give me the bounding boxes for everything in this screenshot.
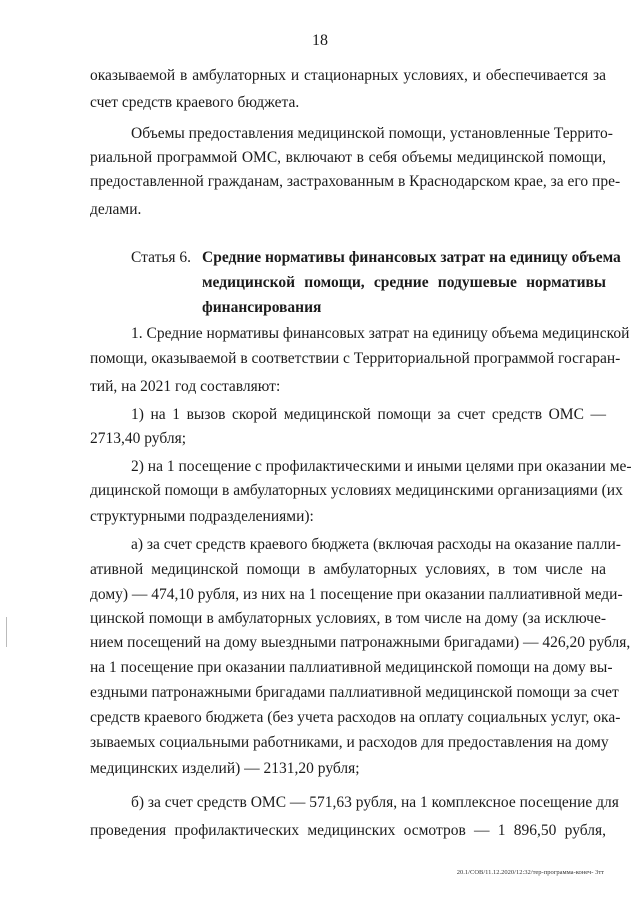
text-line: ездными патронажными бригадами паллиативной медицинской помощи за счет: [90, 684, 619, 701]
text-line: 1) на 1 вызов скорой медицинской помощи за счет средств ОМС —: [131, 406, 606, 423]
text-line: тий, на 2021 год составляют:: [90, 378, 281, 395]
text-line: дому) — 474,10 рубля, из них на 1 посещение при оказании паллиативной меди-: [90, 586, 623, 603]
text-line: 2713,40 рубля;: [90, 430, 187, 447]
text-line: делами.: [90, 201, 142, 218]
text-line: риальной программой ОМС, включают в себя объемы медицинской помощи,: [90, 149, 606, 166]
article-title-line: медицинской помощи, средние подушевые нормативы: [202, 274, 606, 291]
footer-stamp: 20.1/СОВ/11.12.2020/12:32/тер-программа-конеч- 3тт: [456, 869, 604, 876]
text-line: помощи, оказываемой в соответствии с Территориальной программой госгаран-: [90, 350, 621, 367]
text-line: дицинской помощи в амбулаторных условиях медицинскими организациями (их: [90, 482, 623, 499]
text-line: 1. Средние нормативы финансовых затрат на единицу объема медицинской: [131, 325, 630, 342]
text-line: зываемых социальными работниками, и расходов для предоставления на дому: [90, 734, 609, 751]
text-line: проведения профилактических медицинских осмотров — 1 896,50 рубля,: [90, 822, 606, 839]
text-line: 2) на 1 посещение с профилактическими и иными целями при оказании ме-: [131, 458, 632, 475]
text-line: средств краевого бюджета (без учета расходов на оплату социальных услуг, ока-: [90, 709, 621, 726]
text-line: цинской помощи в амбулаторных условиях, в том числе на дому (за исключе-: [90, 610, 606, 627]
article-title-line: Средние нормативы финансовых затрат на единицу объема: [202, 249, 621, 266]
text-line: ативной медицинской помощи в амбулаторных условиях, в том числе на: [90, 561, 606, 578]
text-line: б) за счет средств ОМС — 571,63 рубля, на 1 комплексное посещение для: [131, 794, 619, 811]
text-line: предоставленной гражданам, застрахованным в Краснодарском крае, за его пре-: [90, 173, 621, 190]
text-line: оказываемой в амбулаторных и стационарных условиях, и обеспечивается за: [90, 67, 606, 84]
text-line: структурными подразделениями):: [90, 508, 314, 525]
text-line: медицинских изделий) — 2131,20 рубля;: [90, 760, 360, 777]
scan-mark: [6, 617, 7, 647]
article-label: Статья 6.: [131, 249, 192, 266]
text-line: нием посещений на дому выездными патронажными бригадами) — 426,20 рубля,: [90, 634, 631, 651]
text-line: на 1 посещение при оказании паллиативной медицинской помощи на дому вы-: [90, 659, 613, 676]
page-number: 18: [312, 32, 328, 49]
article-title-line: финансирования: [202, 299, 322, 316]
text-line: Объемы предоставления медицинской помощи, установленные Террито-: [131, 125, 613, 142]
text-line: счет средств краевого бюджета.: [90, 94, 300, 111]
text-line: а) за счет средств краевого бюджета (включая расходы на оказание палли-: [131, 536, 621, 553]
